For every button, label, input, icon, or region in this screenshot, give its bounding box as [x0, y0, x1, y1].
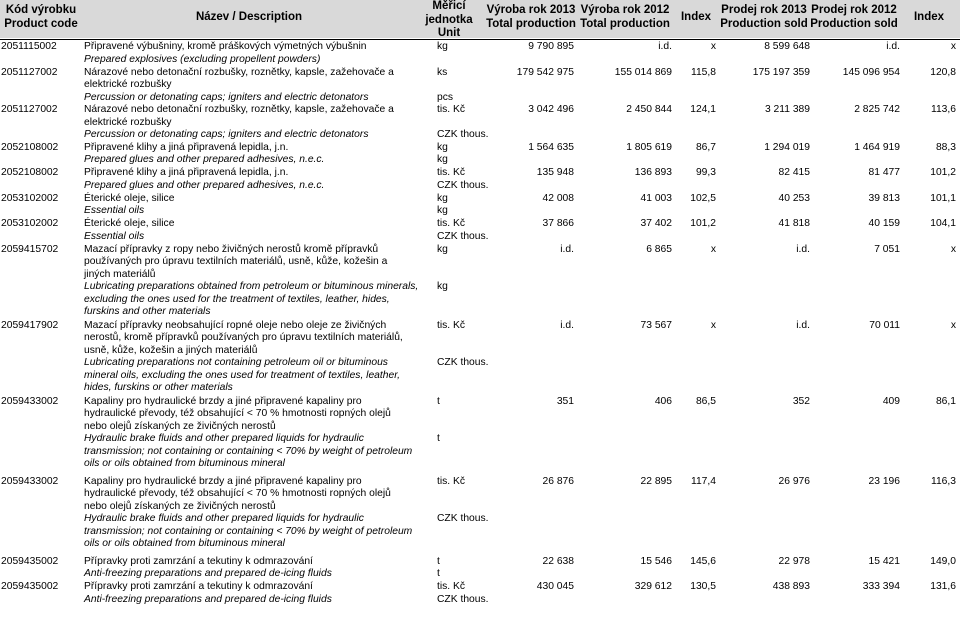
description-cz: Kapaliny pro hydraulické brzdy a jiné připravené kapaliny pro hydraulické převody, též obsahující < 70 % hmotnosti ropných olejů nebo olejů získaných ze živičných nerostů [84, 475, 391, 512]
sold-index: 113,6 [930, 104, 956, 115]
unit-cz: tis. Kč [437, 581, 466, 592]
description-en: Prepared glues and other prepared adhesives, n.e.c. [84, 179, 325, 191]
sold-2013: i.d. [796, 243, 810, 255]
unit-en: CZK thous. [437, 230, 489, 242]
production-2013: 37 866 [542, 218, 574, 229]
production-2013: 26 876 [542, 475, 574, 487]
sold-2012: 15 421 [868, 555, 900, 567]
production-2012: 15 546 [640, 555, 672, 567]
sold-index: 101,2 [930, 167, 956, 178]
description-cz: Éterické oleje, silice [84, 192, 175, 204]
sold-index: x [950, 41, 956, 52]
production-2012: 2 450 844 [626, 104, 672, 115]
production-index: 86,5 [695, 395, 716, 407]
table-row [0, 320, 960, 396]
sold-index: 120,8 [930, 66, 956, 78]
unit-en: t [437, 433, 440, 444]
table-row [0, 244, 960, 320]
header-sold-2013: Prodej rok 2013 Production sold [720, 4, 808, 30]
production-index: 130,5 [690, 581, 716, 592]
sold-2012: 70 011 [869, 319, 900, 331]
unit-cz: tis. Kč [437, 475, 466, 487]
product-code: 2059433002 [1, 395, 59, 407]
sold-2013: 1 294 019 [764, 141, 810, 153]
header-divider [0, 39, 960, 40]
description-en: Percussion or detonating caps; igniters and electric detonators [84, 91, 369, 103]
sold-2012: 409 [882, 395, 900, 407]
sold-2012: 2 825 742 [854, 104, 900, 115]
table-row [0, 396, 960, 476]
header-index-2: Index [913, 11, 945, 23]
product-code: 2053102002 [1, 192, 59, 204]
header-name: Název / Description [195, 11, 303, 23]
sold-2012: 145 096 954 [842, 66, 900, 78]
sold-index: 104,1 [930, 218, 956, 229]
description-cz: Mazací přípravky neobsahující ropné oleje nebo oleje ze živičných nerostů, kromě přípravků používaných pro úpravu textilních materiálů, usně, kůže, kožešin a jiných materiálů [84, 319, 403, 356]
production-2012: 329 612 [634, 581, 672, 592]
sold-index: x [950, 243, 956, 255]
sold-2013: 175 197 359 [752, 66, 810, 78]
production-2013: 351 [556, 395, 574, 407]
sold-2013: 40 253 [778, 192, 810, 204]
product-code: 2059435002 [1, 555, 59, 567]
product-code: 2052108002 [1, 141, 59, 153]
production-2013: 179 542 975 [516, 66, 574, 78]
unit-en: kg [437, 205, 448, 216]
sold-index: 88,3 [935, 141, 956, 153]
description-cz: Mazací přípravky z ropy nebo živičných nerostů kromě přípravků používaných pro úpravu textilních materiálů, usně, kůže, kožešin a jiných materiálů [84, 243, 388, 280]
sold-2012: 40 159 [868, 218, 900, 229]
header-sold-2012: Prodej rok 2012 Production sold [810, 4, 898, 30]
table-row [0, 218, 960, 244]
description-en: Hydraulic brake fluids and other prepared liquids for hydraulic transmission; not containing or containing < 70% by weight of petroleum oils or oils obtained from bituminous mineral [84, 513, 413, 549]
unit-cz: kg [437, 243, 448, 255]
sold-2012: 333 394 [862, 581, 900, 592]
description-en: Prepared glues and other prepared adhesives, n.e.c. [84, 154, 325, 165]
product-code: 2051115002 [1, 41, 57, 52]
production-2012: 155 014 869 [614, 66, 672, 78]
production-2012: 22 895 [640, 475, 672, 487]
production-2013: 135 948 [536, 167, 574, 178]
production-2013: 42 008 [542, 192, 574, 204]
product-code: 2053102002 [1, 218, 59, 229]
description-cz: Kapaliny pro hydraulické brzdy a jiné připravené kapaliny pro hydraulické převody, též obsahující < 70 % hmotnosti ropných olejů nebo olejů získaných ze živičných nerostů [84, 395, 391, 432]
production-index: 102,5 [690, 192, 716, 204]
unit-en: pcs [437, 91, 454, 103]
unit-cz: kg [437, 41, 448, 52]
header-code: Kód výrobku Product code [4, 4, 78, 30]
unit-cz: tis. Kč [437, 218, 466, 229]
description-en: Percussion or detonating caps; igniters and electric detonators [84, 129, 369, 140]
description-en: Lubricating preparations not containing petroleum oil or bituminous mineral oils, excluding the ones used for treatment of textiles, leather, hides, furskins or other materials [84, 357, 400, 393]
description-en: Hydraulic brake fluids and other prepared liquids for hydraulic transmission; not containing or containing < 70% by weight of petroleum oils or oils obtained from bituminous mineral [84, 433, 413, 469]
sold-2012: 7 051 [874, 243, 900, 255]
production-index: 145,6 [690, 555, 716, 567]
description-cz: Přípravky proti zamrzání a tekutiny k odmrazování [84, 581, 313, 592]
description-cz: Éterické oleje, silice [84, 218, 175, 229]
sold-2013: 41 818 [778, 218, 810, 229]
production-index: 124,1 [690, 104, 716, 115]
description-en: Anti-freezing preparations and prepared de-icing fluids [84, 593, 332, 605]
unit-en: CZK thous. [437, 593, 489, 605]
table-row [0, 476, 960, 556]
sold-index: 116,3 [930, 475, 956, 487]
description-en: Lubricating preparations obtained from petroleum or bituminous minerals, excluding the ones used for the treatment of textiles, leather, hides, furskins and other materials [84, 281, 419, 317]
sold-index: 149,0 [930, 555, 956, 567]
table-body [0, 41, 960, 606]
production-2012: 6 865 [646, 243, 672, 255]
header-unit: Měřicí jednotka Unit [425, 0, 473, 39]
unit-cz: kg [437, 141, 448, 153]
sold-2013: 8 599 648 [764, 41, 810, 52]
production-2012: 1 805 619 [626, 141, 672, 153]
production-index: x [710, 243, 716, 255]
unit-en: CZK thous. [437, 129, 489, 140]
description-cz: Přípravky proti zamrzání a tekutiny k odmrazování [84, 555, 313, 567]
production-2013: i.d. [560, 243, 574, 255]
production-2012: 73 567 [640, 319, 672, 331]
product-code: 2059415702 [1, 243, 59, 255]
description-en: Anti-freezing preparations and prepared de-icing fluids [84, 568, 332, 579]
unit-cz: tis. Kč [437, 104, 466, 115]
production-index: x [710, 41, 716, 52]
production-2012: 406 [654, 395, 672, 407]
production-index: 115,8 [690, 66, 716, 78]
production-2013: 3 042 496 [528, 104, 574, 115]
table-row [0, 104, 960, 142]
sold-2012: 39 813 [868, 192, 900, 204]
table-row [0, 581, 960, 606]
description-en: Essential oils [84, 205, 145, 216]
sold-2013: 26 976 [778, 475, 810, 487]
description-en: Prepared explosives (excluding propellent powders) [84, 53, 321, 65]
production-index: x [710, 319, 716, 331]
description-cz: Nárazové nebo detonační rozbušky, roznětky, kapsle, zažehovače a elektrické rozbušky [84, 66, 394, 90]
unit-cz: tis. Kč [437, 167, 466, 178]
sold-2012: 23 196 [868, 475, 900, 487]
production-2012: 41 003 [640, 192, 672, 204]
product-code: 2052108002 [1, 167, 59, 178]
sold-index: 86,1 [935, 395, 956, 407]
unit-cz: ks [437, 66, 448, 78]
sold-2012: i.d. [886, 41, 900, 52]
table-row [0, 167, 960, 193]
description-cz: Připravené klihy a jiná připravená lepidla, j.n. [84, 141, 289, 153]
unit-en: CZK thous. [437, 357, 489, 368]
unit-cz: tis. Kč [437, 319, 466, 331]
production-2012: 37 402 [640, 218, 672, 229]
header-prod-2013: Výroba rok 2013 Total production [486, 4, 576, 30]
description-cz: Připravené výbušniny, kromě práškových výmetných výbušnin [84, 41, 367, 52]
production-index: 99,3 [695, 167, 716, 178]
sold-2013: 352 [792, 395, 810, 407]
sold-2013: i.d. [796, 319, 810, 331]
sold-2012: 1 464 919 [854, 141, 900, 153]
table-row [0, 67, 960, 105]
unit-cz: kg [437, 192, 448, 204]
sold-2013: 22 978 [778, 555, 810, 567]
sold-index: 101,1 [930, 192, 956, 204]
description-cz: Nárazové nebo detonační rozbušky, roznětky, kapsle, zažehovače a elektrické rozbušky [84, 104, 394, 128]
description-en: Essential oils [84, 230, 145, 242]
product-code: 2059417902 [1, 319, 59, 331]
description-cz: Připravené klihy a jiná připravená lepidla, j.n. [84, 167, 289, 178]
product-code: 2059433002 [1, 475, 59, 487]
production-2013: 1 564 635 [528, 141, 574, 153]
production-2013: i.d. [560, 319, 574, 331]
product-code: 2051127002 [1, 66, 58, 78]
sold-2013: 3 211 389 [764, 104, 810, 115]
header-index-1: Index [680, 11, 712, 23]
table-row [0, 41, 960, 67]
unit-en: kg [437, 154, 448, 165]
product-code: 2051127002 [1, 104, 58, 115]
sold-index: 131,6 [930, 581, 956, 592]
unit-en: CZK thous. [437, 513, 489, 524]
unit-cz: t [437, 555, 440, 567]
table-row [0, 556, 960, 582]
table-header [0, 0, 960, 38]
unit-en: t [437, 568, 440, 579]
production-2012: i.d. [658, 41, 672, 52]
production-index: 117,4 [690, 475, 716, 487]
table-row [0, 193, 960, 219]
unit-cz: t [437, 395, 440, 407]
table-row [0, 142, 960, 168]
production-2012: 136 893 [634, 167, 672, 178]
unit-en: CZK thous. [437, 179, 489, 191]
production-index: 86,7 [695, 141, 716, 153]
sold-2013: 82 415 [778, 167, 810, 178]
production-2013: 9 790 895 [528, 41, 574, 52]
production-2013: 430 045 [536, 581, 574, 592]
production-2013: 22 638 [542, 555, 574, 567]
sold-2013: 438 893 [772, 581, 810, 592]
production-index: 101,2 [690, 218, 716, 229]
sold-2012: 81 477 [868, 167, 900, 178]
unit-en: kg [437, 281, 448, 292]
sold-index: x [950, 319, 956, 331]
header-prod-2012: Výroba rok 2012 Total production [580, 4, 670, 30]
product-code: 2059435002 [1, 581, 59, 592]
